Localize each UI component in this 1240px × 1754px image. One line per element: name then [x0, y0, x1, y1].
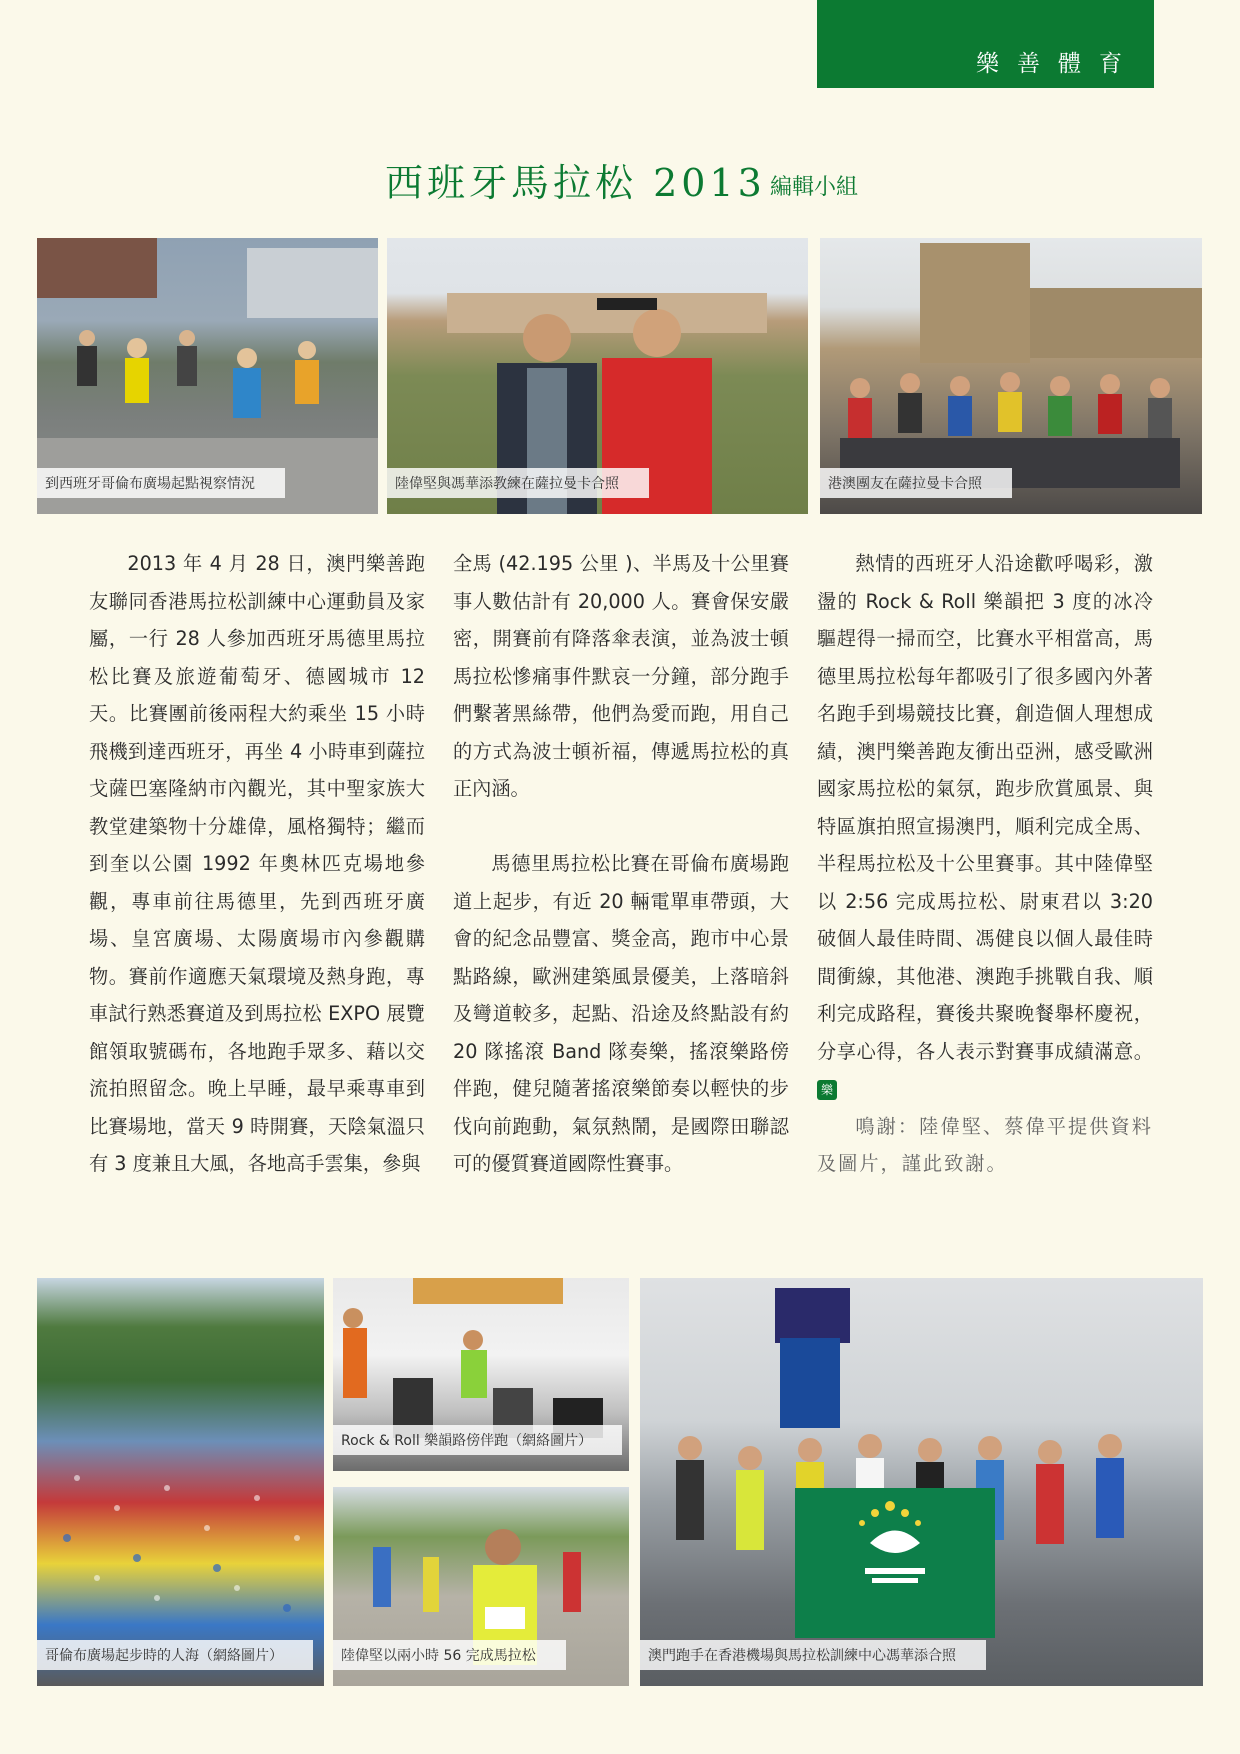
photo-salamanca-duo — [387, 238, 808, 514]
body-column-3 — [817, 545, 1153, 1183]
article-author: 編輯小組 — [770, 175, 859, 200]
photo-columbus-square-walk — [37, 238, 378, 514]
section-tab — [817, 0, 1154, 88]
body-paragraph: 全馬 (42.195 公里 )、半馬及十公里賽事人數估計有 20,000 人。賽會保安嚴密，開賽前有降落傘表演，並為波士頓馬拉松慘痛事件默哀一分鐘，部分跑手們繫著黑絲帶，他們為愛而跑，用自己的方式為波士頓祈福，傳遞馬拉松的真正內涵。 — [453, 552, 789, 800]
section-label: 樂善體育 — [976, 51, 1140, 77]
photo-rock-band — [333, 1278, 629, 1471]
photo-caption: Rock & Roll 樂韻路傍伴跑（網絡圖片） — [333, 1425, 622, 1455]
photo-caption: 港澳團友在薩拉曼卡合照 — [820, 468, 1012, 498]
body-paragraph: 馬德里馬拉松比賽在哥倫布廣場跑道上起步，有近 20 輛電單車帶頭，大會的紀念品豐富、獎金高，跑市中心景點路線，歐洲建築風景優美，上落暗斜及彎道較多，起點、沿途及終點設有約 20 隊搖滾 Band 隊奏樂，搖滾樂路傍伴跑，健兒隨著搖滾樂節奏以輕快的步伐向前跑動，氣氛熱鬧，是國際田聯認可的優質賽道國際性賽事。 — [453, 852, 789, 1175]
photo-runner-finish — [333, 1487, 629, 1686]
photo-caption: 到西班牙哥倫布廣場起點視察情況 — [37, 468, 285, 498]
photo-caption: 哥倫布廣場起步時的人海（網絡圖片） — [37, 1640, 313, 1670]
photo-airport-group — [640, 1278, 1203, 1686]
photo-caption: 陸偉堅以兩小時 56 完成馬拉松 — [333, 1640, 566, 1670]
end-mark-icon: 樂 — [817, 1080, 837, 1100]
body-paragraph — [817, 545, 1153, 1108]
photo-crowd-start — [37, 1278, 324, 1686]
photo-caption: 陸偉堅與馮華添教練在薩拉曼卡合照 — [387, 468, 649, 498]
photo-caption: 澳門跑手在香港機場與馬拉松訓練中心馮華添合照 — [640, 1640, 986, 1670]
acknowledgement: 鳴謝：陸偉堅、蔡偉平提供資料及圖片，謹此致謝。 — [817, 1114, 1153, 1175]
body-column-1 — [89, 545, 425, 1183]
body-paragraph: 2013 年 4 月 28 日，澳門樂善跑友聯同香港馬拉松訓練中心運動員及家屬，一行 28 人參加西班牙馬德里馬拉松比賽及旅遊葡萄牙、德國城市 12 天。比賽團前後兩程大約乘坐 15 小時飛機到達西班牙，再坐 4 小時車到薩拉戈薩巴塞隆納市內觀光，其中聖家族大教堂建築物十分雄偉，風格獨特；繼而到奎以公園 1992 年奧林匹克場地參觀，專車前往馬德里，先到西班牙廣場、皇宮廣場、太陽廣場市內參觀購物。賽前作適應天氣環境及熱身跑，專車試行熟悉賽道及到馬拉松 EXPO 展覽館領取號碼布，各地跑手眾多、藉以交流拍照留念。晚上早睡，最早乘專車到比賽場地，當天 9 時開賽，天陰氣溫只有 3 度兼且大風，各地高手雲集，參與 — [89, 552, 425, 1175]
body-column-2 — [453, 545, 789, 1183]
body-text: 熱情的西班牙人沿途歡呼喝彩，激盪的 Rock & Roll 樂韻把 3 度的冰冷驅趕得一掃而空，比賽水平相當高，馬德里馬拉松每年都吸引了很多國內外著名跑手到場競技比賽，創造個人理想成績，澳門樂善跑友衝出亞洲，感受歐洲國家馬拉松的氣氛，跑步欣賞風景、與特區旗拍照宣揚澳門，順利完成全馬、半程馬拉松及十公里賽事。其中陸偉堅以 2:56 完成馬拉松、尉東君以 3:20 破個人最佳時間、馮健良以個人最佳時間衝線，其他港、澳跑手挑戰自我、順利完成路程，賽後共聚晚餐舉杯慶祝，分享心得，各人表示對賽事成績滿意。 — [817, 552, 1153, 1063]
article-title: 西班牙馬拉松 2013 — [385, 161, 766, 205]
photo-group-salamanca — [820, 238, 1202, 514]
